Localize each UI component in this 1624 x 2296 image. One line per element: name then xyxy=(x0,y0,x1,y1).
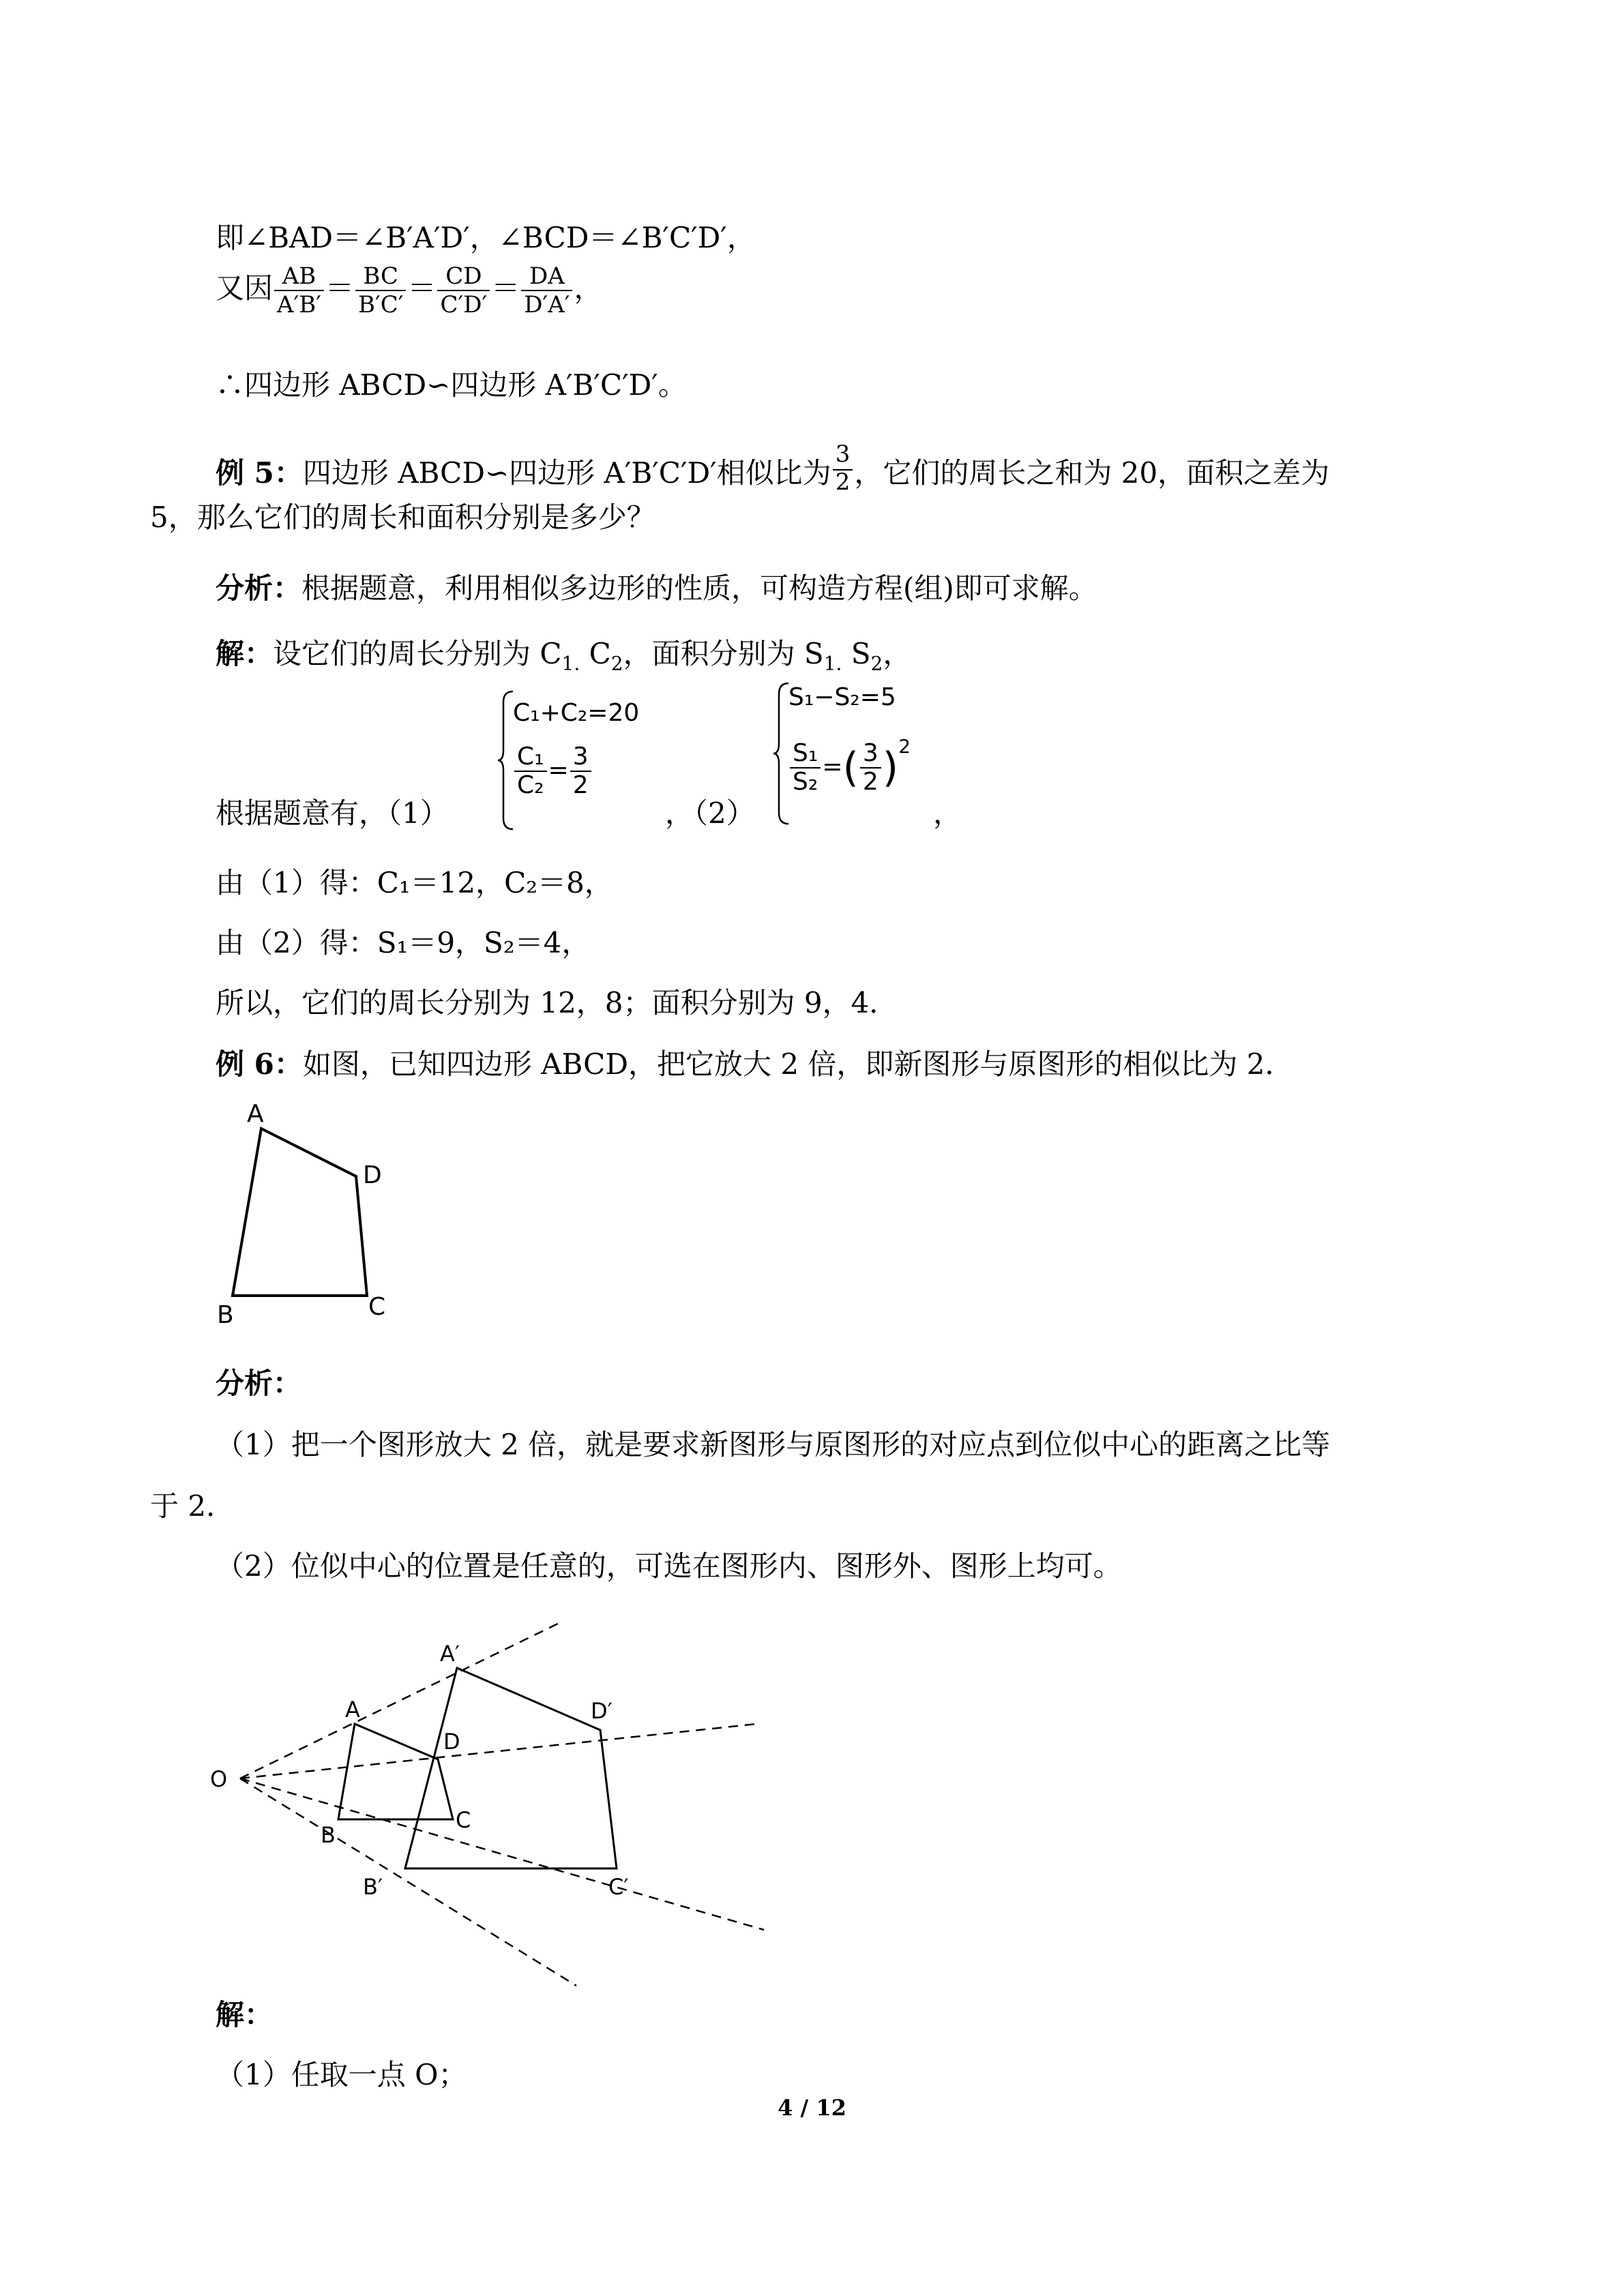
system1-eq1: C₁+C₂=20 xyxy=(513,699,640,727)
quadrilateral-figure xyxy=(205,1098,423,1330)
label-c-prime: C′ xyxy=(608,1874,629,1900)
system2-lhs-frac: $\frac{\text{S₁}}{\text{S₂}}$ xyxy=(790,740,821,796)
example6-line xyxy=(216,1047,1294,1082)
label-b-prime: B′ xyxy=(363,1874,383,1900)
system2-eq2 xyxy=(788,735,911,796)
exponent: 2 xyxy=(898,735,911,758)
example5-line xyxy=(216,439,1329,494)
analysis6-point1: （1）把一个图形放大 2 倍，就是要求新图形与原图形的对应点到位似中心的距离之比等 xyxy=(216,1428,1331,1461)
example6-text: 如图，已知四边形 ABCD，把它放大 2 倍，即新图形与原图形的相似比为 2． xyxy=(302,1047,1294,1081)
ratio-frac-ab: $\frac{AB}{A'B'}$ xyxy=(274,263,324,318)
analysis6-point2: （2）位似中心的位置是任意的，可选在图形内、图形外、图形上均可。 xyxy=(216,1549,1122,1583)
solution-label: 解： xyxy=(216,1998,274,2031)
label-a: A xyxy=(247,1100,264,1128)
conclusion-line: ∴四边形 ABCD∽四边形 A′B′C′D′。 xyxy=(216,368,687,402)
solution-text: ， xyxy=(883,637,912,670)
result-line-1: 由（1）得：C₁＝12，C₂＝8， xyxy=(216,866,613,899)
label-a-prime: A′ xyxy=(440,1641,460,1667)
analysis6-label xyxy=(216,1367,301,1401)
example5-text-cont: ，它们的周长之和为 20，面积之差为 xyxy=(854,456,1330,490)
system2-eq1: S₁−S₂=5 xyxy=(788,683,896,711)
analysis-label: 分析： xyxy=(216,1367,302,1400)
subscript: 2 xyxy=(870,652,883,675)
ratio-suffix: ， xyxy=(574,271,603,305)
similarity-ratio: $\frac{3}{2}$ xyxy=(833,439,853,494)
eq-sign: = xyxy=(822,753,843,781)
example5-line-2: 5，那么它们的周长和面积分别是多少？ xyxy=(150,501,655,534)
analysis-text: 根据题意，利用相似多边形的性质，可构造方程(组)即可求解。 xyxy=(301,571,1097,605)
ratio-prefix: 又因 xyxy=(216,271,274,305)
label-d-prime: D′ xyxy=(591,1698,612,1724)
system-suffix: ， xyxy=(933,796,962,830)
label-a: A xyxy=(345,1697,360,1723)
label-d: D xyxy=(443,1729,460,1755)
proof-ratio-line xyxy=(216,258,603,319)
subscript: 1. xyxy=(561,652,580,675)
system1-rhs-frac: $\frac{3}{2}$ xyxy=(570,743,591,799)
quadrilateral-abcd xyxy=(338,1724,453,1819)
system-mid: ，（2） xyxy=(665,796,755,830)
ray-oc xyxy=(240,1778,764,1930)
right-paren: ) xyxy=(882,744,899,792)
label-d: D xyxy=(363,1161,382,1189)
label-c: C xyxy=(456,1807,471,1833)
quadrilateral-abcd xyxy=(233,1129,367,1296)
solution-text: S xyxy=(842,637,871,670)
solution6-step1: （1）任取一点 O； xyxy=(216,2058,467,2091)
result-line-2: 由（2）得：S₁＝9，S₂＝4， xyxy=(216,926,591,959)
eq-sign: = xyxy=(548,756,569,784)
result-line-3: 所以，它们的周长分别为 12，8；面积分别为 9，4． xyxy=(216,986,898,1019)
label-o: O xyxy=(210,1766,228,1792)
projection-rays xyxy=(240,1623,764,1986)
analysis-label: 分析： xyxy=(216,571,302,605)
left-paren: ( xyxy=(842,744,859,792)
solution-text: ，面积分别为 S xyxy=(623,637,824,670)
analysis6-point1-cont: 于 2． xyxy=(150,1489,235,1523)
ratio-frac-cd: $\frac{CD}{C'D'}$ xyxy=(437,263,490,318)
quadrilateral-abcd-prime xyxy=(405,1668,617,1868)
label-b: B xyxy=(217,1301,234,1329)
example6-label: 例 6： xyxy=(216,1047,303,1081)
label-b: B xyxy=(321,1822,336,1848)
system1-eq2 xyxy=(513,743,593,799)
ratio-frac-da: $\frac{DA}{D'A'}$ xyxy=(521,263,572,318)
solution-text: 设它们的周长分别为 C xyxy=(273,637,562,670)
system2-rhs-frac: $\frac{3}{2}$ xyxy=(860,740,881,796)
label-c: C xyxy=(368,1293,386,1321)
ratio-frac-bc: $\frac{BC}{B'C'}$ xyxy=(355,263,406,318)
ray-oa xyxy=(240,1623,559,1778)
solution-text: C xyxy=(580,637,611,670)
eq-sign: ＝ xyxy=(325,271,355,305)
proof-angles-line: 即∠BAD＝∠B′A′D′，∠BCD＝∠B′C′D′， xyxy=(216,221,756,254)
solution5-line xyxy=(216,637,911,681)
ray-od xyxy=(240,1724,757,1778)
solution6-label xyxy=(216,1998,273,2032)
subscript: 1. xyxy=(823,652,842,675)
solution-label: 解： xyxy=(216,637,274,670)
page-number: 4 / 12 xyxy=(778,2095,846,2121)
homothety-figure xyxy=(205,1623,784,1991)
eq-sign: ＝ xyxy=(491,271,520,305)
system1-lhs-frac: $\frac{\text{C₁}}{\text{C₂}}$ xyxy=(514,743,547,799)
ray-ob xyxy=(240,1778,576,1986)
system-prefix: 根据题意有，（1） xyxy=(216,796,449,830)
eq-sign: ＝ xyxy=(407,271,437,305)
subscript: 2 xyxy=(610,652,623,675)
analysis5-line xyxy=(216,571,1097,606)
example5-text: 四边形 ABCD∽四边形 A′B′C′D′相似比为 xyxy=(302,456,831,490)
example5-label: 例 5： xyxy=(216,456,303,490)
